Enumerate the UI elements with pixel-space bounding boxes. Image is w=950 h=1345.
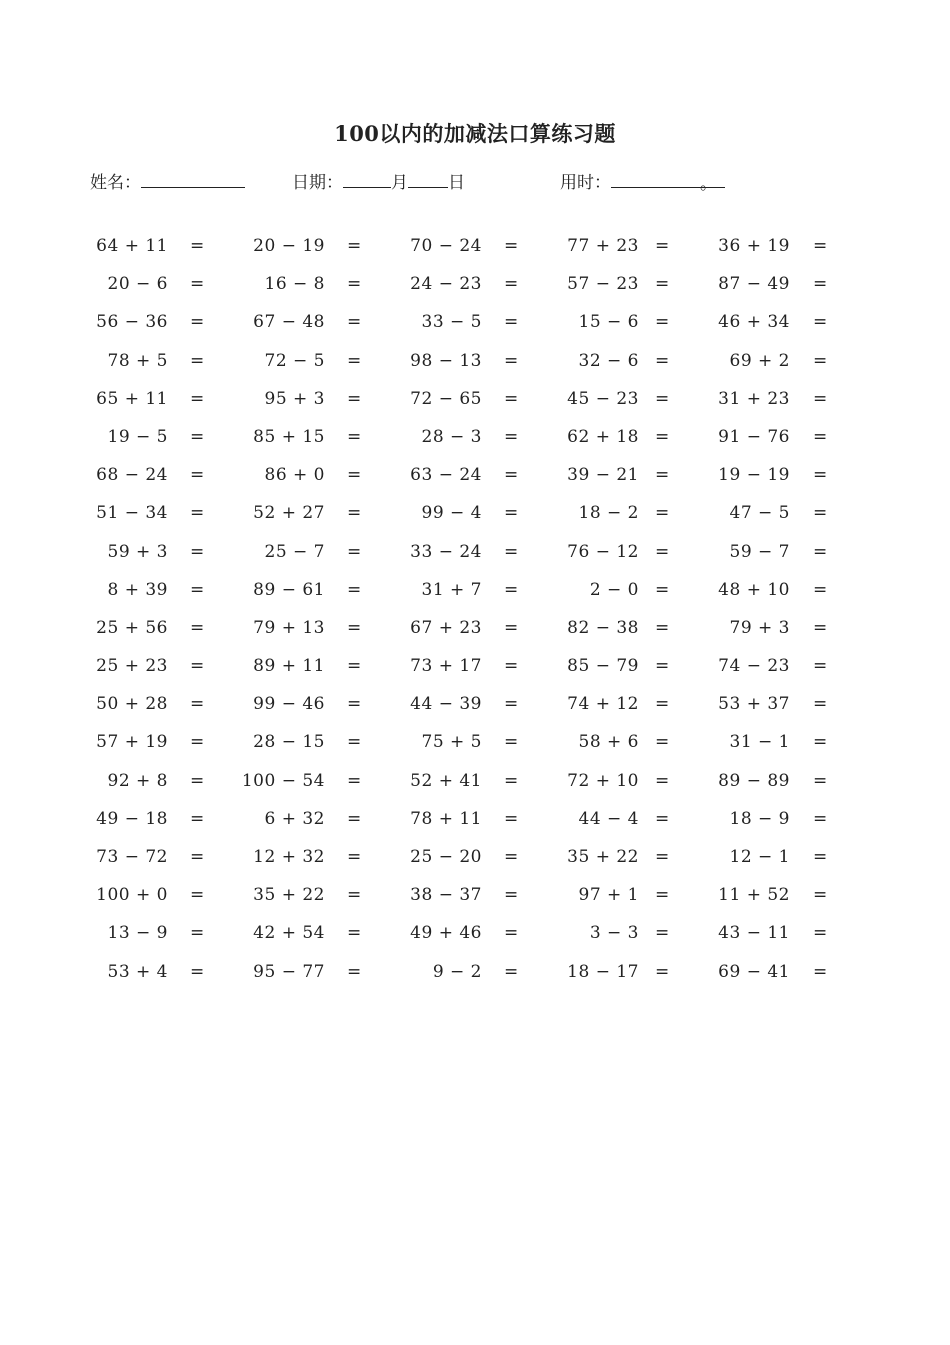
problem-expression: 57 + 19 (96, 732, 168, 753)
equals-sign: = (655, 503, 670, 524)
problem-expression: 15 − 6 (578, 312, 639, 333)
equals-sign: = (813, 465, 828, 486)
problem-expression: 50 + 28 (96, 694, 168, 715)
equals-sign: = (504, 426, 519, 447)
problem-expression: 51 − 34 (96, 503, 168, 524)
equals-sign: = (813, 770, 828, 791)
equals-sign: = (347, 847, 362, 867)
equals-sign: = (813, 541, 828, 562)
problem-row (0, 847, 950, 885)
equals-sign: = (813, 274, 828, 295)
equals-sign: = (813, 923, 828, 944)
problem-expression: 8 + 39 (107, 579, 168, 600)
equals-sign: = (190, 617, 205, 638)
problem-expression: 52 + 27 (253, 503, 325, 524)
problem-expression: 25 + 23 (96, 656, 168, 677)
equals-sign: = (504, 465, 519, 486)
equals-sign: = (347, 503, 362, 524)
problem-expression: 11 + 52 (718, 885, 790, 906)
problem-row (0, 427, 950, 465)
problem-expression: 59 − 7 (729, 541, 790, 562)
equals-sign: = (347, 350, 362, 371)
problem-expression: 79 + 3 (729, 617, 790, 638)
page-title: 100以内的加减法口算练习题 (334, 121, 616, 146)
equals-sign: = (655, 312, 670, 333)
problem-expression: 28 − 3 (421, 426, 482, 447)
problem-expression: 68 − 24 (96, 465, 168, 486)
problem-row (0, 618, 950, 656)
problem-expression: 31 + 23 (718, 388, 790, 409)
time-field (560, 168, 725, 193)
equals-sign: = (504, 274, 519, 295)
problem-expression: 77 + 23 (567, 236, 639, 256)
equals-sign: = (655, 847, 670, 867)
equals-sign: = (347, 694, 362, 715)
equals-sign: = (813, 350, 828, 371)
problem-expression: 75 + 5 (421, 732, 482, 753)
equals-sign: = (347, 236, 362, 256)
problem-expression: 78 + 11 (410, 808, 482, 829)
problem-row (0, 312, 950, 350)
problem-expression: 12 − 1 (729, 847, 790, 867)
problem-expression: 18 − 2 (578, 503, 639, 524)
equals-sign: = (813, 579, 828, 600)
problem-expression: 18 − 9 (729, 808, 790, 829)
equals-sign: = (813, 732, 828, 753)
equals-sign: = (347, 961, 362, 982)
equals-sign: = (655, 732, 670, 753)
equals-sign: = (190, 656, 205, 677)
problem-expression: 99 − 46 (253, 694, 325, 715)
equals-sign: = (190, 808, 205, 829)
equals-sign: = (655, 465, 670, 486)
problem-row (0, 389, 950, 427)
equals-sign: = (504, 350, 519, 371)
equals-sign: = (190, 770, 205, 791)
problem-expression: 95 + 3 (264, 388, 325, 409)
equals-sign: = (655, 656, 670, 677)
equals-sign: = (655, 426, 670, 447)
equals-sign: = (504, 885, 519, 906)
equals-sign: = (504, 541, 519, 562)
problem-expression: 44 − 39 (410, 694, 482, 715)
problem-expression: 62 + 18 (567, 426, 639, 447)
equals-sign: = (504, 732, 519, 753)
problem-expression: 45 − 23 (567, 388, 639, 409)
problem-expression: 85 + 15 (253, 426, 325, 447)
problem-expression: 46 + 34 (718, 312, 790, 333)
equals-sign: = (504, 808, 519, 829)
problem-expression: 85 − 79 (567, 656, 639, 677)
equals-sign: = (813, 503, 828, 524)
problem-expression: 9 − 2 (432, 961, 482, 982)
equals-sign: = (655, 694, 670, 715)
problem-expression: 59 + 3 (107, 541, 168, 562)
problem-expression: 43 − 11 (718, 923, 790, 944)
problem-expression: 57 − 23 (567, 274, 639, 295)
problem-expression: 3 − 3 (589, 923, 639, 944)
equals-sign: = (504, 770, 519, 791)
problem-expression: 18 − 17 (567, 961, 639, 982)
problem-expression: 100 − 54 (241, 770, 325, 791)
problem-row (0, 465, 950, 503)
equals-sign: = (655, 961, 670, 982)
equals-sign: = (190, 388, 205, 409)
equals-sign: = (655, 885, 670, 906)
equals-sign: = (347, 541, 362, 562)
problem-expression: 44 − 4 (578, 808, 639, 829)
problem-expression: 20 − 6 (107, 274, 168, 295)
equals-sign: = (347, 465, 362, 486)
problem-expression: 74 + 12 (567, 694, 639, 715)
problem-row (0, 732, 950, 770)
equals-sign: = (190, 236, 205, 256)
problem-row (0, 885, 950, 923)
problem-expression: 65 + 11 (96, 388, 168, 409)
equals-sign: = (190, 426, 205, 447)
problem-expression: 19 − 5 (107, 426, 168, 447)
problem-expression: 32 − 6 (578, 350, 639, 371)
problem-expression: 20 − 19 (253, 236, 325, 256)
problem-expression: 97 + 1 (578, 885, 639, 906)
equals-sign: = (504, 656, 519, 677)
problem-expression: 33 − 5 (421, 312, 482, 333)
equals-sign: = (813, 808, 828, 829)
problem-grid (0, 236, 950, 1000)
equals-sign: = (813, 961, 828, 982)
problem-expression: 70 − 24 (410, 236, 482, 256)
equals-sign: = (813, 885, 828, 906)
equals-sign: = (813, 694, 828, 715)
name-blank[interactable] (141, 169, 245, 188)
problem-expression: 98 − 13 (410, 350, 482, 371)
problem-expression: 47 − 5 (729, 503, 790, 524)
equals-sign: = (504, 961, 519, 982)
problem-expression: 35 + 22 (567, 847, 639, 867)
problem-expression: 72 − 5 (264, 350, 325, 371)
problem-expression: 39 − 21 (567, 465, 639, 486)
equals-sign: = (347, 617, 362, 638)
date-label: 日期： (292, 173, 343, 193)
problem-row (0, 274, 950, 312)
equals-sign: = (655, 617, 670, 638)
problem-expression: 91 − 76 (718, 426, 790, 447)
equals-sign: = (190, 847, 205, 867)
problem-expression: 82 − 38 (567, 617, 639, 638)
month-blank[interactable] (343, 169, 391, 188)
equals-sign: = (190, 503, 205, 524)
equals-sign: = (347, 885, 362, 906)
problem-expression: 63 − 24 (410, 465, 482, 486)
equals-sign: = (190, 732, 205, 753)
problem-expression: 58 + 6 (578, 732, 639, 753)
problem-expression: 25 − 20 (410, 847, 482, 867)
problem-expression: 100 + 0 (96, 885, 168, 906)
problem-expression: 78 + 5 (107, 350, 168, 371)
equals-sign: = (190, 923, 205, 944)
equals-sign: = (347, 808, 362, 829)
problem-expression: 73 + 17 (410, 656, 482, 677)
day-label: 日 (448, 173, 465, 193)
equals-sign: = (655, 350, 670, 371)
problem-expression: 69 − 41 (718, 961, 790, 982)
equals-sign: = (347, 274, 362, 295)
equals-sign: = (504, 388, 519, 409)
time-label: 用时： (560, 173, 611, 193)
equals-sign: = (655, 579, 670, 600)
problem-expression: 19 − 19 (718, 465, 790, 486)
problem-expression: 64 + 11 (96, 236, 168, 256)
time-suffix: 。 (700, 174, 717, 194)
equals-sign: = (190, 885, 205, 906)
equals-sign: = (813, 656, 828, 677)
problem-expression: 31 − 1 (729, 732, 790, 753)
equals-sign: = (504, 923, 519, 944)
equals-sign: = (813, 617, 828, 638)
problem-expression: 89 − 61 (253, 579, 325, 600)
equals-sign: = (813, 847, 828, 867)
problem-expression: 6 + 32 (264, 808, 325, 829)
equals-sign: = (347, 312, 362, 333)
time-blank[interactable] (611, 169, 725, 194)
problem-expression: 53 + 37 (718, 694, 790, 715)
equals-sign: = (347, 770, 362, 791)
problem-expression: 72 − 65 (410, 388, 482, 409)
problem-expression: 33 − 24 (410, 541, 482, 562)
problem-expression: 2 − 0 (589, 579, 639, 600)
problem-expression: 74 − 23 (718, 656, 790, 677)
problem-row (0, 694, 950, 732)
problem-expression: 79 + 13 (253, 617, 325, 638)
problem-expression: 25 − 7 (264, 541, 325, 562)
problem-row (0, 580, 950, 618)
problem-expression: 89 + 11 (253, 656, 325, 677)
equals-sign: = (347, 923, 362, 944)
equals-sign: = (504, 503, 519, 524)
equals-sign: = (813, 236, 828, 256)
problem-expression: 87 − 49 (718, 274, 790, 295)
problem-row (0, 236, 950, 274)
problem-expression: 69 + 2 (729, 350, 790, 371)
equals-sign: = (504, 617, 519, 638)
problem-expression: 86 + 0 (264, 465, 325, 486)
problem-expression: 38 − 37 (410, 885, 482, 906)
worksheet-header (0, 168, 950, 194)
problem-expression: 67 − 48 (253, 312, 325, 333)
problem-row (0, 771, 950, 809)
equals-sign: = (347, 732, 362, 753)
problem-expression: 67 + 23 (410, 617, 482, 638)
equals-sign: = (813, 388, 828, 409)
problem-expression: 42 + 54 (253, 923, 325, 944)
problem-row (0, 503, 950, 541)
problem-expression: 36 + 19 (718, 236, 790, 256)
problem-row (0, 809, 950, 847)
equals-sign: = (655, 236, 670, 256)
equals-sign: = (190, 694, 205, 715)
problem-expression: 49 + 46 (410, 923, 482, 944)
problem-expression: 35 + 22 (253, 885, 325, 906)
equals-sign: = (190, 541, 205, 562)
problem-expression: 89 − 89 (718, 770, 790, 791)
problem-expression: 53 + 4 (107, 961, 168, 982)
equals-sign: = (655, 808, 670, 829)
name-field (90, 168, 245, 193)
problem-expression: 73 − 72 (96, 847, 168, 867)
problem-expression: 92 + 8 (107, 770, 168, 791)
equals-sign: = (347, 656, 362, 677)
problem-expression: 49 − 18 (96, 808, 168, 829)
problem-expression: 12 + 32 (253, 847, 325, 867)
equals-sign: = (190, 465, 205, 486)
equals-sign: = (655, 541, 670, 562)
problem-expression: 56 − 36 (96, 312, 168, 333)
name-label: 姓名： (90, 173, 141, 193)
problem-expression: 48 + 10 (718, 579, 790, 600)
equals-sign: = (655, 274, 670, 295)
equals-sign: = (190, 312, 205, 333)
problem-expression: 24 − 23 (410, 274, 482, 295)
problem-row (0, 656, 950, 694)
problem-expression: 28 − 15 (253, 732, 325, 753)
problem-row (0, 962, 950, 1000)
problem-expression: 16 − 8 (264, 274, 325, 295)
equals-sign: = (813, 426, 828, 447)
equals-sign: = (347, 388, 362, 409)
problem-expression: 52 + 41 (410, 770, 482, 791)
problem-row (0, 542, 950, 580)
problem-expression: 72 + 10 (567, 770, 639, 791)
month-label: 月 (391, 173, 408, 193)
equals-sign: = (504, 579, 519, 600)
equals-sign: = (655, 770, 670, 791)
problem-expression: 31 + 7 (421, 579, 482, 600)
equals-sign: = (190, 350, 205, 371)
problem-row (0, 351, 950, 389)
equals-sign: = (190, 274, 205, 295)
problem-row (0, 923, 950, 961)
day-blank[interactable] (408, 169, 448, 188)
equals-sign: = (190, 961, 205, 982)
equals-sign: = (347, 426, 362, 447)
problem-expression: 99 − 4 (421, 503, 482, 524)
equals-sign: = (504, 847, 519, 867)
problem-expression: 95 − 77 (253, 961, 325, 982)
problem-expression: 25 + 56 (96, 617, 168, 638)
equals-sign: = (504, 312, 519, 333)
equals-sign: = (655, 923, 670, 944)
equals-sign: = (504, 236, 519, 256)
equals-sign: = (504, 694, 519, 715)
equals-sign: = (813, 312, 828, 333)
problem-expression: 13 − 9 (107, 923, 168, 944)
equals-sign: = (347, 579, 362, 600)
date-field (292, 168, 465, 193)
problem-expression: 76 − 12 (567, 541, 639, 562)
equals-sign: = (655, 388, 670, 409)
equals-sign: = (190, 579, 205, 600)
